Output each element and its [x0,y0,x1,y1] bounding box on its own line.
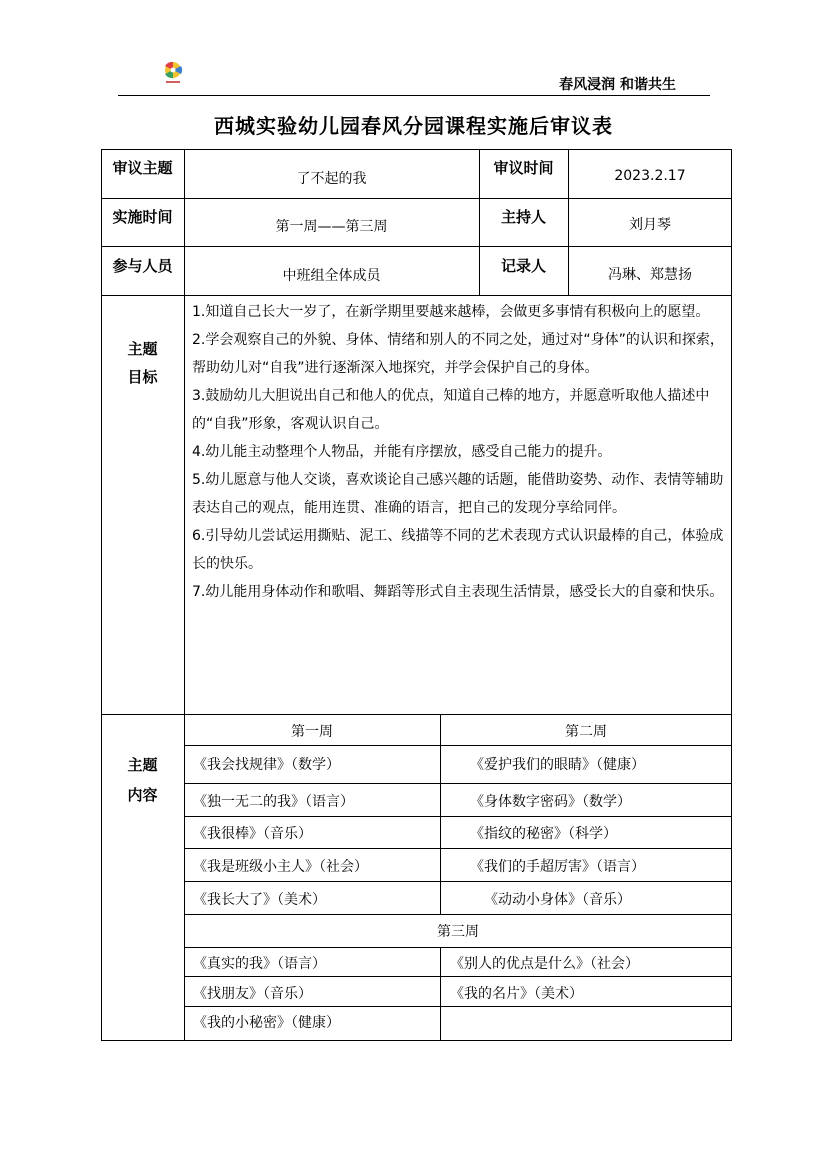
table-rule [184,848,732,849]
week2-activity: 《指纹的秘密》（科学） [470,826,617,842]
week3-activity: 《我的名片》（美术） [450,986,583,1002]
week2-activity: 《身体数字密码》（数学） [470,794,631,810]
table-rule [184,745,732,746]
week2-header: 第二周 [565,724,607,740]
week1-activity: 《我长大了》（美术） [193,892,326,908]
table-rule [101,714,732,715]
week3-header: 第三周 [437,924,479,940]
goals-label [101,335,184,391]
table-rule [101,246,732,247]
week3-activity: 《我的小秘密》（健康） [193,1015,340,1031]
page-title: 西城实验幼儿园春风分园课程实施后审议表 [214,114,613,138]
week2-activity: 《爱护我们的眼睛》（健康） [470,757,645,773]
recorder-label: 记录人 [500,257,546,275]
content-label-line1: 主题 [127,756,158,774]
table-rule [440,947,441,1041]
participants-label: 参与人员 [112,257,173,275]
table-rule [184,816,732,817]
table-rule [184,976,732,977]
table-rule [184,1006,732,1007]
week3-activity: 《找朋友》（音乐） [193,986,312,1002]
header-motto: 春风浸润 和谐共生 [559,77,676,93]
goal-item: 1.知道自己长大一岁了，在新学期里要越来越棒，会做更多事情有积极向上的愿望。 [192,304,710,320]
week1-activity: 《我是班级小主人》（社会） [193,859,368,875]
table-rule [184,783,732,784]
table-rule [101,198,732,199]
content-label [101,750,184,810]
time-value: 2023.2.17 [614,168,686,184]
goal-item: 7.幼儿能用身体动作和歌唱、舞蹈等形式自主表现生活情景，感受长大的自豪和快乐。 [192,584,724,600]
table-rule [184,881,732,882]
host-label: 主持人 [500,208,546,226]
period-label: 实施时间 [112,208,173,226]
period-value: 第一周——第三周 [275,219,388,235]
recorder-value: 冯琳、郑慧扬 [608,267,692,283]
participants-value: 中班组全体成员 [282,268,381,284]
goal-item: 6.引导幼儿尝试运用撕贴、泥工、线描等不同的艺术表现方式认识最棒的自己，体验成长的快乐。 [192,528,724,572]
goals-label-line1: 主题 [127,340,158,358]
week3-activity: 《别人的优点是什么》（社会） [450,956,639,972]
week1-activity: 《独一无二的我》（语言） [193,794,354,810]
table-rule [184,947,732,948]
host-value: 刘月琴 [629,217,671,233]
week1-header: 第一周 [291,724,333,740]
header-rule [118,95,710,96]
goal-item: 3.鼓励幼儿大胆说出自己和他人的优点，知道自己棒的地方，并愿意听取他人描述中的“自我”形象，客观认识自己。 [192,388,710,432]
week1-activity: 《我会找规律》（数学） [193,757,340,773]
topic-value: 了不起的我 [296,171,367,187]
page-header [118,56,710,96]
goal-item: 4.幼儿能主动整理个人物品，并能有序摆放，感受自己能力的提升。 [192,444,612,460]
topic-label: 审议主题 [112,159,173,177]
goal-item: 5.幼儿愿意与他人交谈，喜欢谈论自己感兴趣的话题，能借助姿势、动作、表情等辅助表达自己的观点，能用连贯、准确的语言，把自己的发现分享给同伴。 [192,472,724,516]
content-label-line2: 内容 [127,786,158,804]
goals-list [192,298,728,606]
kindergarten-logo-icon [162,60,184,86]
week2-activity: 《动动小身体》（音乐） [484,892,631,908]
table-rule [101,295,732,296]
week1-activity: 《我很棒》（音乐） [193,826,312,842]
goal-item: 2.学会观察自己的外貌、身体、情绪和别人的不同之处，通过对“身体”的认识和探索，帮助幼儿对“自我”进行逐渐深入地探究，并学会保护自己的身体。 [192,332,724,376]
time-label: 审议时间 [493,159,554,177]
goals-label-line2: 目标 [127,368,158,386]
week3-activity: 《真实的我》（语言） [193,956,326,972]
table-rule [440,714,441,914]
table-rule [184,914,732,915]
week2-activity: 《我们的手超厉害》（语言） [470,859,645,875]
